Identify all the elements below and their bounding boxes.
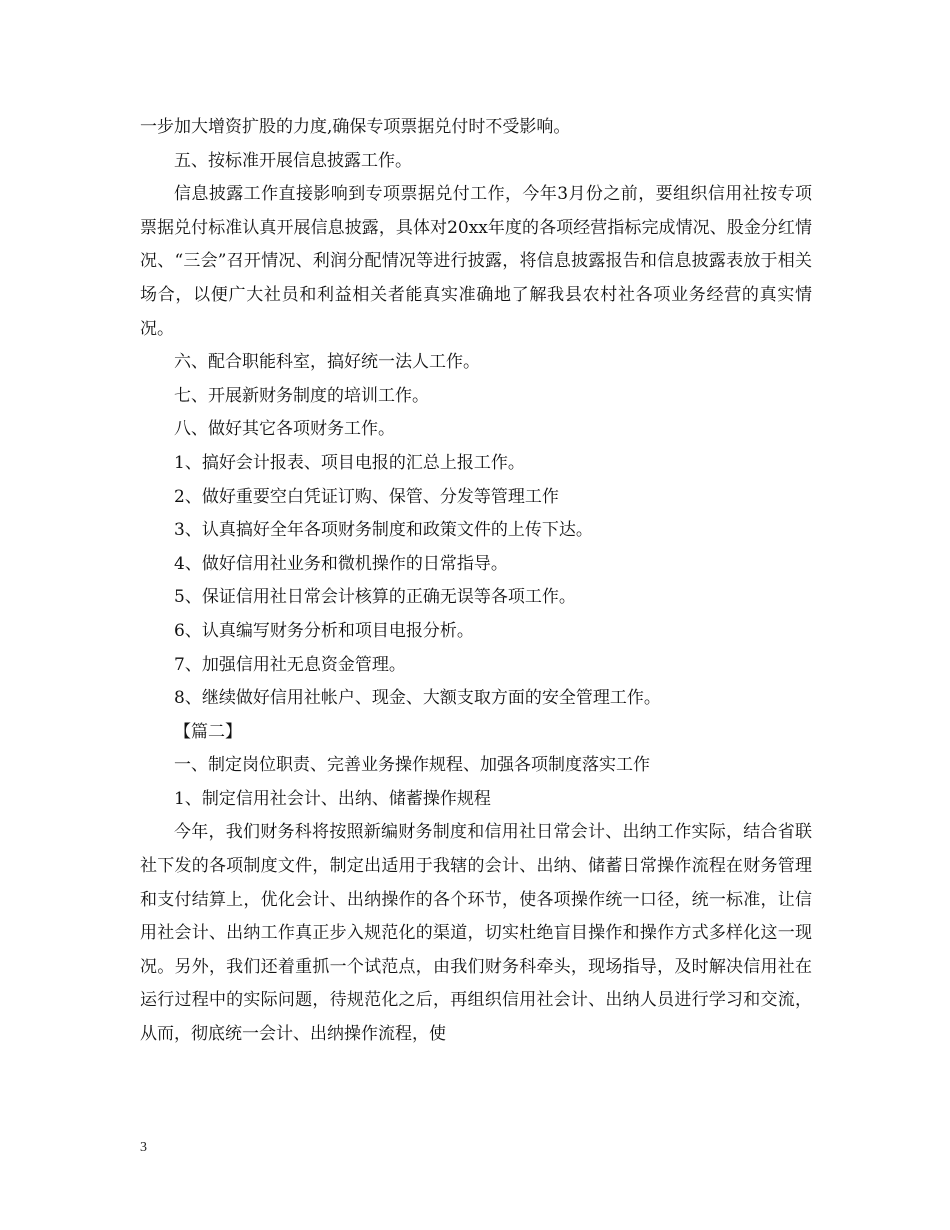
paragraph-17: 1、制定信用社会计、出纳、储蓄操作规程 (174, 788, 491, 809)
paragraph-7: 1、搞好会计报表、项目电报的汇总上报工作。 (174, 452, 525, 473)
paragraph-5: 七、开展新财务制度的培训工作。 (174, 385, 429, 406)
paragraph-18: 今年，我们财务科将按照新编财务制度和信用社日常会计、出纳工作实际，结合省联社下发的各项制度文件，制定出适用于我辖的会计、出纳、储蓄日常操作流程在财务管理和支付结算上，优化会计、出纳操作的各个环节，使各项操作统一口径，统一标准，让信用社会计、出纳工作真正步入规范化的渠道，切实杜绝盲目操作和操作方式多样化这一现况。另外，我们还着重抓一个试范点，由我们财务科牵头，现场指导，及时解决信用社在运行过程中的实际问题，待规范化之后，再组织信用社会计、出纳人员进行学习和交流，从而，彻底统一会计、出纳操作流程，使 (140, 822, 812, 1045)
document-body (140, 111, 812, 1052)
paragraph-10: 4、做好信用社业务和微机操作的日常指导。 (174, 553, 508, 574)
paragraph-16: 一、制定岗位职责、完善业务操作规程、加强各项制度落实工作 (174, 755, 650, 776)
paragraph-1: 一步加大增资扩股的力度,确保专项票据兑付时不受影响。 (140, 117, 571, 137)
paragraph-2: 五、按标准开展信息披露工作。 (174, 150, 412, 171)
paragraph-11: 5、保证信用社日常会计核算的正确无误等各项工作。 (174, 587, 576, 608)
page-number: 3 (140, 1140, 147, 1155)
paragraph-3: 信息披露工作直接影响到专项票据兑付工作，今年3月份之前，要组织信用社按专项票据兑付标准认真开展信息披露，具体对20xx年度的各项经营指标完成情况、股金分红情况、“三会”召开情况、利润分配情况等进行披露，将信息披露报告和信息披露表放于相关场合，以便广大社员和利益相关者能真实准确地了解我县农村社各项业务经营的真实情况。 (140, 184, 812, 339)
paragraph-9: 3、认真搞好全年各项财务制度和政策文件的上传下达。 (174, 520, 593, 541)
paragraph-4: 六、配合职能科室，搞好统一法人工作。 (174, 352, 480, 373)
paragraph-12: 6、认真编写财务分析和项目电报分析。 (174, 620, 474, 641)
paragraph-13: 7、加强信用社无息资金管理。 (174, 654, 406, 675)
section-heading: 【篇二】 (174, 721, 242, 742)
paragraph-14: 8、继续做好信用社帐户、现金、大额支取方面的安全管理工作。 (174, 688, 661, 709)
paragraph-8: 2、做好重要空白凭证订购、保管、分发等管理工作 (174, 486, 559, 507)
paragraph-6: 八、做好其它各项财务工作。 (174, 419, 395, 440)
